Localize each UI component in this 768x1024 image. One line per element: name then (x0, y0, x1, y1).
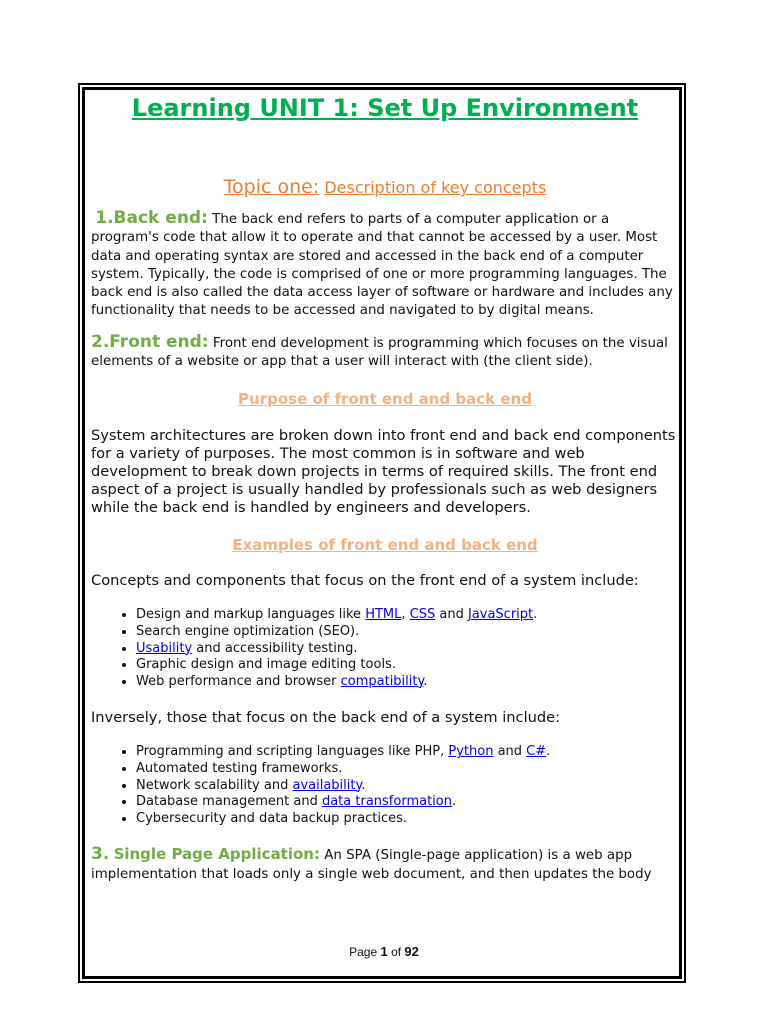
footer-page-word: Page (349, 945, 378, 959)
availability-link[interactable]: availability (292, 777, 362, 793)
topic-label: Topic one: (223, 176, 320, 198)
list-item: • Usability and accessibility testing. (136, 641, 679, 658)
front-end-heading: 2.Front end: (91, 331, 209, 352)
back-end-heading: 1.Back end: (95, 208, 208, 228)
compatibility-link[interactable]: compatibility (340, 673, 424, 689)
page-title: Learning UNIT 1: Set Up Environment (131, 94, 639, 122)
list-item: • Automated testing frameworks. (136, 761, 679, 778)
footer-of-word: of (391, 945, 402, 959)
back-end-list (91, 744, 679, 827)
list-item: • Design and markup languages like HTML, CSS and JavaScript. (136, 607, 679, 624)
csharp-link[interactable]: C# (526, 744, 547, 760)
page-footer (0, 944, 768, 959)
back-end-text: The back end refers to parts of a computer application or a program's code that allow it to operate and that cannot be accessed by a user. Most data and operating syntax are stored and accessed in the back end of a computer system. Typically, the code is comprised of one or more programming languages. The back end is also called the data access layer of software or hardware and includes any functionality that needs to be accessed and navigated to by digital means. (91, 212, 673, 319)
list-item: • Programming and scripting languages like PHP, Python and C#. (136, 744, 679, 761)
purpose-text: System architectures are broken down into front end and back end components for a variety of purposes. The most common is in software and web development to break down projects in terms of required skills. The front end aspect of a project is usually handled by professionals such as web designers while the back end is handled by engineers and developers. (91, 427, 676, 517)
javascript-link[interactable]: JavaScript (467, 607, 534, 623)
front-end-list (91, 607, 679, 690)
list-item: • Cybersecurity and data backup practices. (136, 811, 679, 828)
list-item: • Database management and data transformation. (136, 794, 679, 811)
list-item: • Graphic design and image editing tools. (136, 657, 679, 674)
usability-link[interactable]: Usability (136, 640, 193, 656)
list-item: • Search engine optimization (SEO). (136, 624, 679, 641)
python-link[interactable]: Python (448, 744, 494, 760)
front-intro: Concepts and components that focus on the front end of a system include: (91, 572, 639, 590)
front-end-section (91, 333, 679, 372)
list-item: • Web performance and browser compatibility. (136, 674, 679, 691)
footer-current-page: 1 (380, 944, 388, 959)
front-end-text: Front end development is programming which focuses on the visual elements of a website or app that a user will interact with (the client side). (91, 335, 668, 370)
footer-total-pages: 92 (404, 944, 419, 959)
data-transformation-link[interactable]: data transformation (321, 794, 452, 810)
back-end-section (91, 209, 679, 321)
css-link[interactable]: CSS (409, 607, 436, 623)
list-item: • Network scalability and availability. (136, 778, 679, 795)
topic-heading (91, 174, 679, 201)
purpose-heading: Purpose of front end and back end (238, 390, 532, 409)
spa-section (91, 845, 679, 884)
back-intro: Inversely, those that focus on the back end of a system include: (91, 709, 561, 727)
spa-number: 3. (91, 844, 110, 865)
topic-text: Description of key concepts (324, 178, 547, 197)
html-link[interactable]: HTML (365, 607, 402, 623)
spa-heading: Single Page Application: (113, 845, 320, 864)
spa-text: An SPA (Single-page application) is a web app implementation that loads only a single web document, and then updates the body (91, 848, 652, 882)
document-body (91, 92, 679, 884)
examples-heading: Examples of front end and back end (232, 536, 538, 555)
